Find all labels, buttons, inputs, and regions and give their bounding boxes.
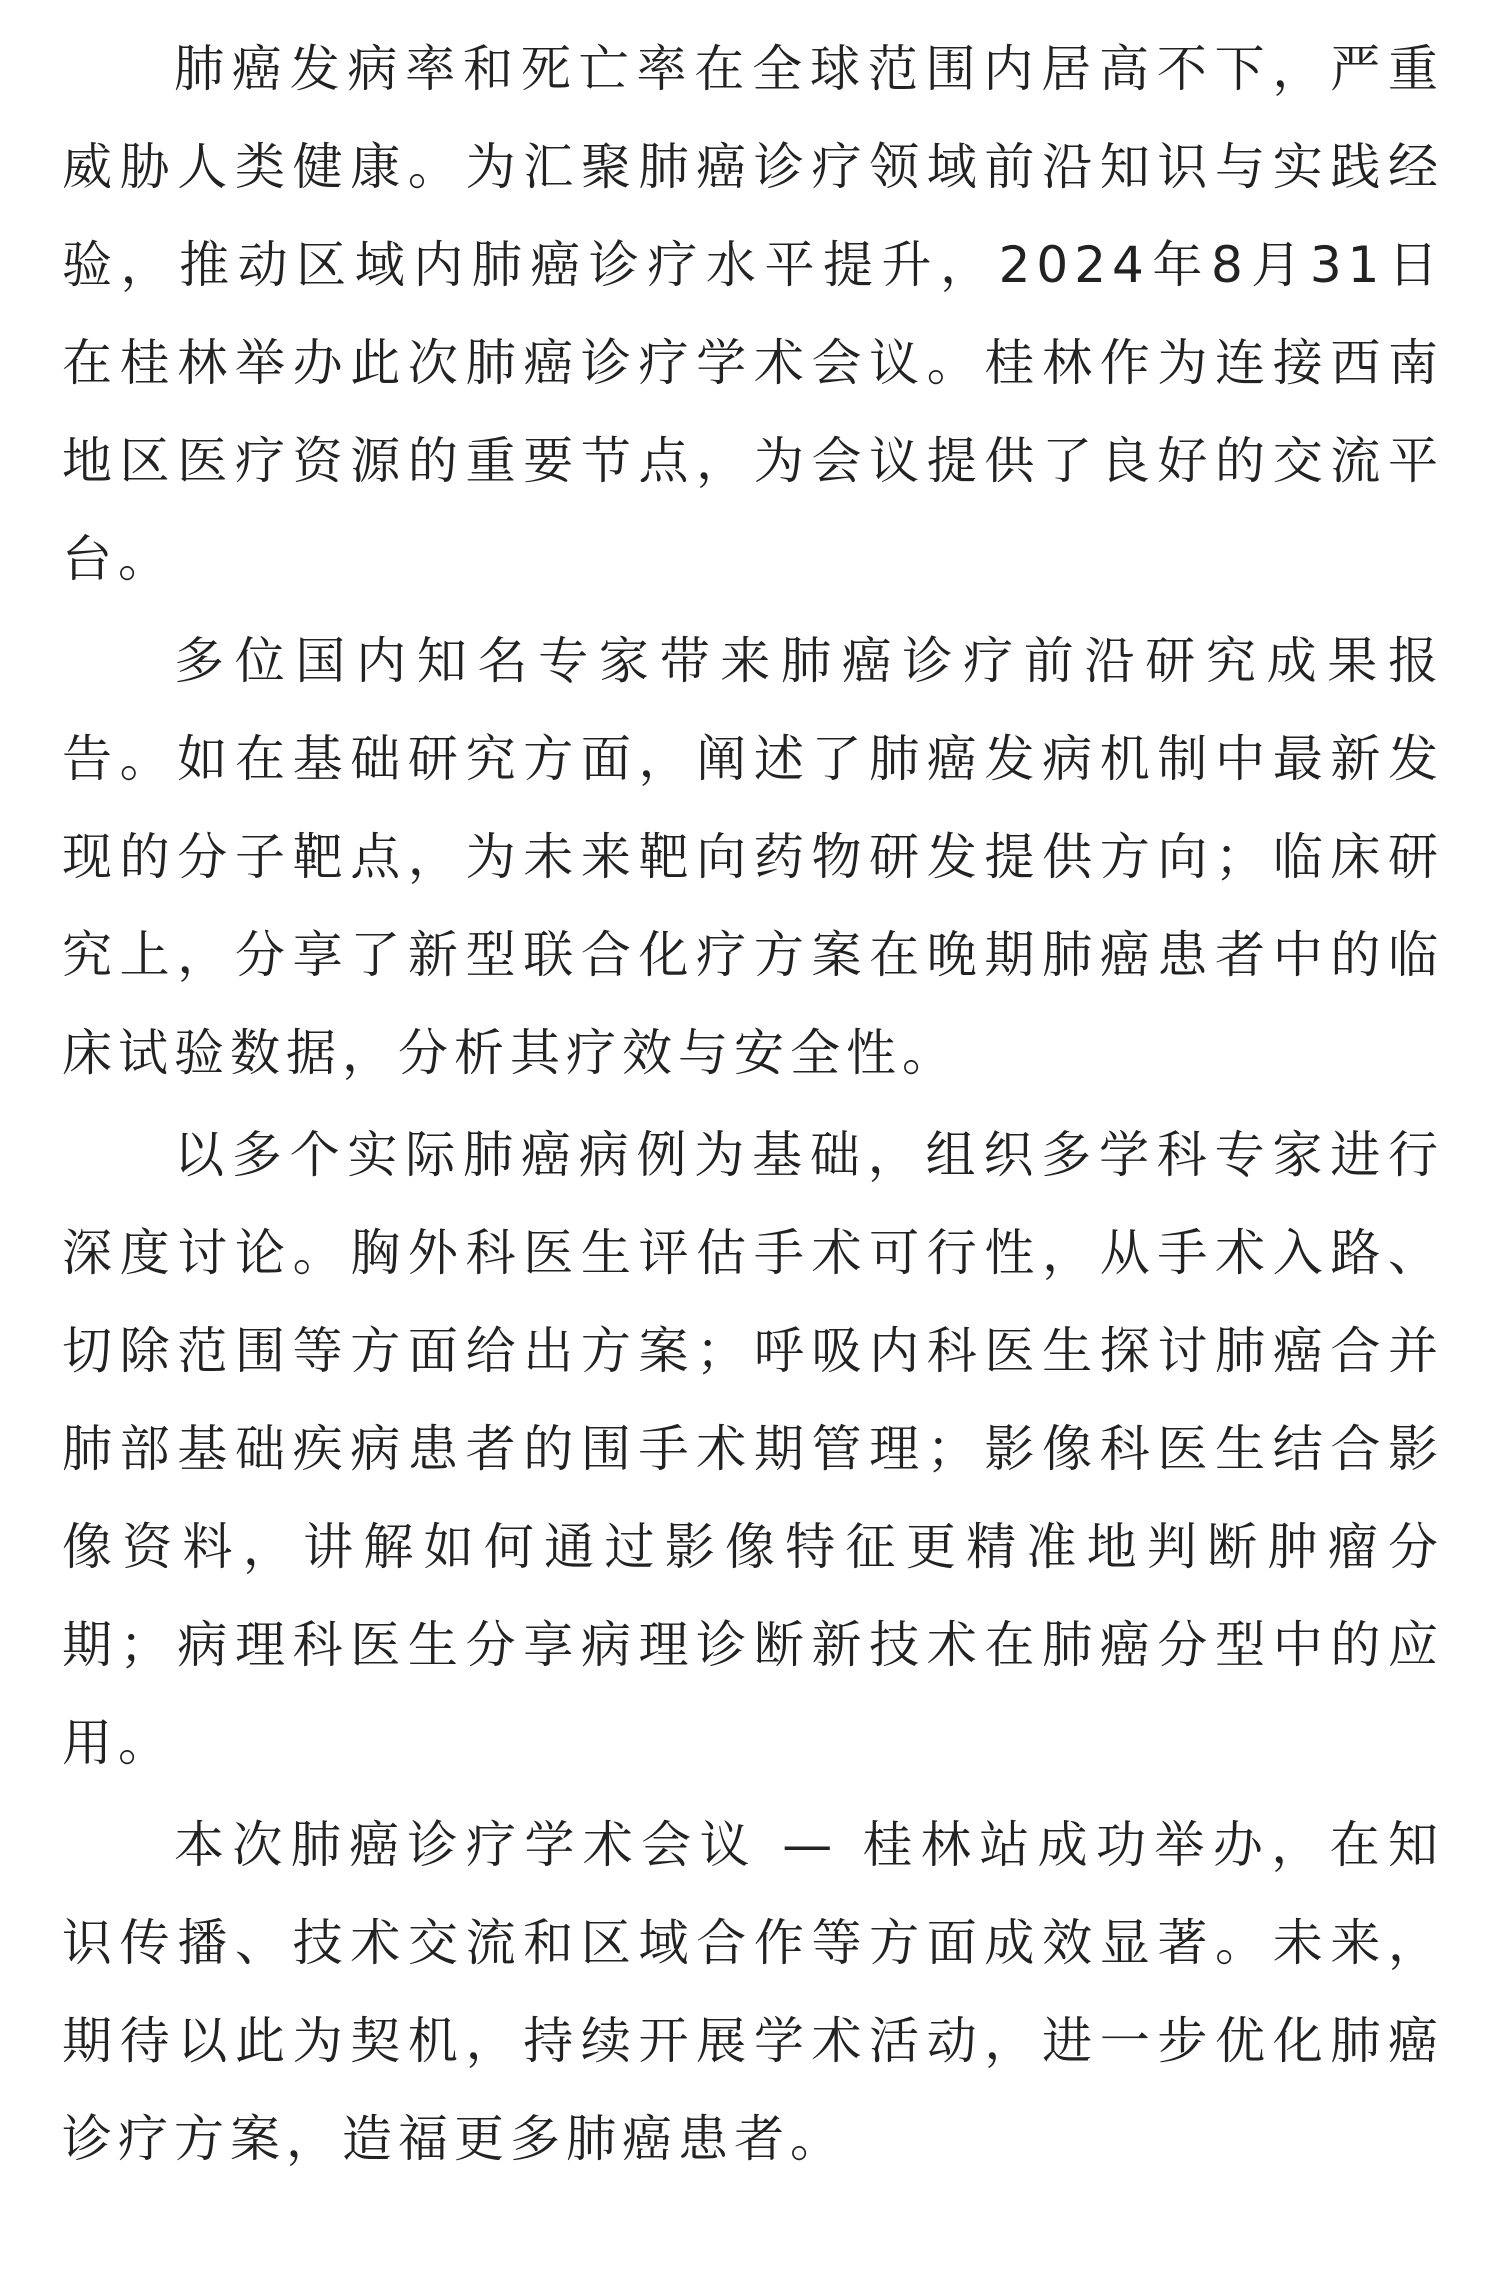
paragraph-conclusion: 本次肺癌诊疗学术会议 — 桂林站成功举办，在知识传播、技术交流和区域合作等方面成效显著。未来，期待以此为契机，持续开展学术活动，进一步优化肺癌诊疗方案，造福更多肺癌患者。	[62, 1816, 1444, 2168]
paragraph-case-discussion: 以多个实际肺癌病例为基础，组织多学科专家进行深度讨论。胸外科医生评估手术可行性，从手术入路、切除范围等方面给出方案；呼吸内科医生探讨肺癌合并肺部基础疾病患者的围手术期管理；影像科医生结合影像资料，讲解如何通过影像特征更精准地判断肿瘤分期；病理科医生分享病理诊断新技术在肺癌分型中的应用。	[62, 1126, 1444, 1772]
paragraph-intro: 肺癌发病率和死亡率在全球范围内居高不下，严重威胁人类健康。为汇聚肺癌诊疗领域前沿知识与实践经验，推动区域内肺癌诊疗水平提升，2024年8月31日在桂林举办此次肺癌诊疗学术会议。桂林作为连接西南地区医疗资源的重要节点，为会议提供了良好的交流平台。	[62, 40, 1444, 588]
paragraph-research: 多位国内知名专家带来肺癌诊疗前沿研究成果报告。如在基础研究方面，阐述了肺癌发病机制中最新发现的分子靶点，为未来靶向药物研发提供方向；临床研究上，分享了新型联合化疗方案在晚期肺癌患者中的临床试验数据，分析其疗效与安全性。	[62, 632, 1444, 1082]
